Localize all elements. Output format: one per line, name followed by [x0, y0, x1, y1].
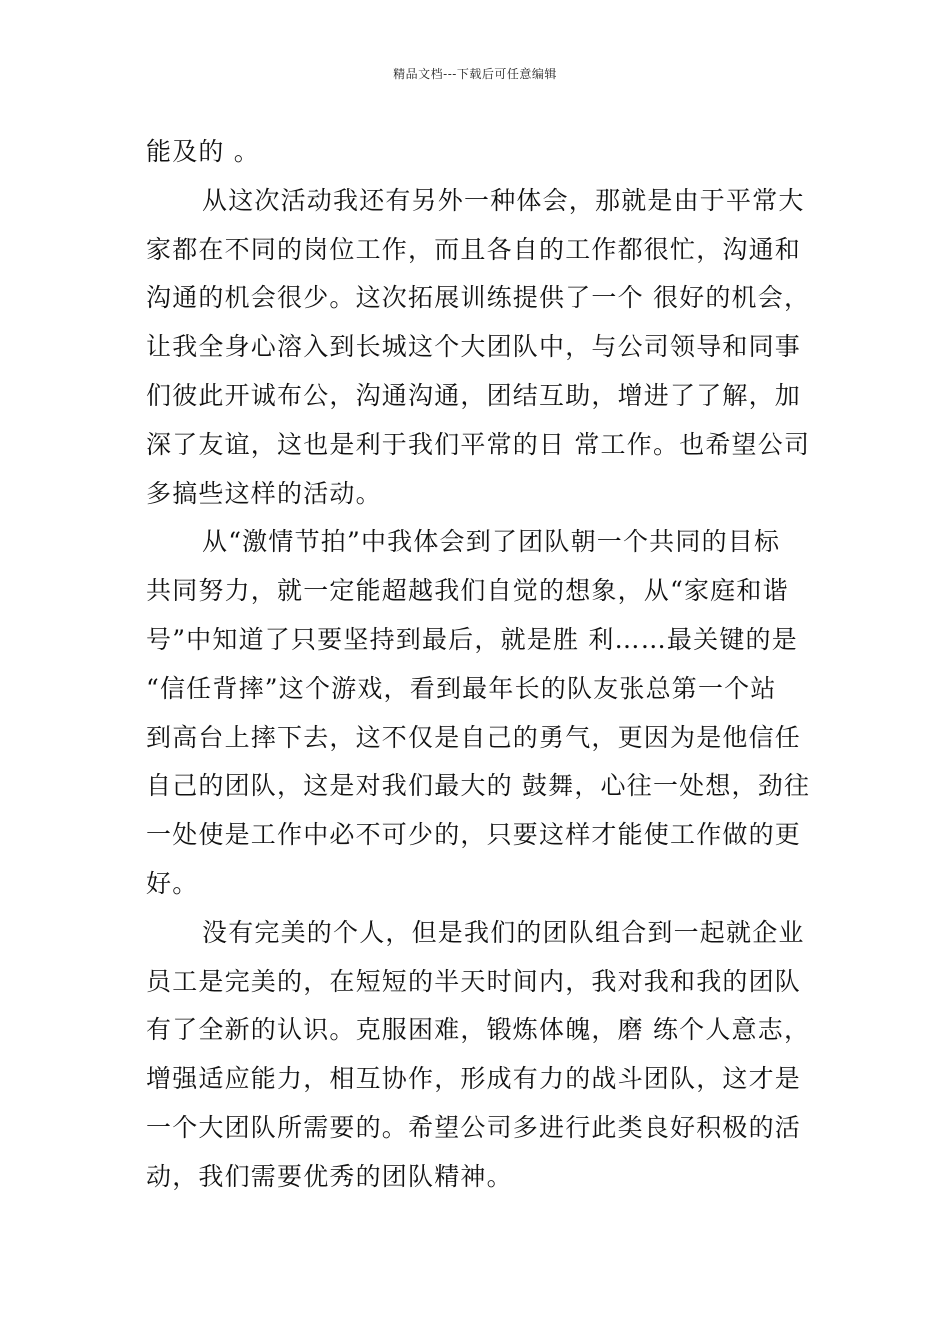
paragraph-start-line: 从“激情节拍”中我体会到了团队朝一个共同的目标 — [202, 527, 781, 557]
text-line: 好。 — [146, 868, 199, 898]
paragraph-start-line: 没有完美的个人，但是我们的团队组合到一起就企业 — [202, 917, 805, 947]
text-line: 自己的团队，这是对我们最大的 鼓舞，心往一处想，劲往 — [146, 771, 811, 801]
page-header: 精品文档---下载后可任意编辑 — [393, 67, 557, 81]
text-line: “信任背摔”这个游戏，看到最年长的队友张总第一个站 — [146, 673, 777, 703]
text-line: 增强适应能力，相互协作，形成有力的战斗团队，这才是 — [146, 1064, 802, 1094]
paragraph-start-line: 从这次活动我还有另外一种体会，那就是由于平常大 — [202, 185, 805, 215]
document-body — [146, 128, 810, 1202]
text-line: 动，我们需要优秀的团队精神。 — [146, 1161, 513, 1191]
text-line: 到高台上摔下去，这不仅是自己的勇气，更因为是他信任 — [146, 722, 802, 752]
text-line: 让我全身心溶入到长城这个大团队中，与公司领导和同事 — [146, 332, 802, 362]
text-line: 深了友谊，这也是利于我们平常的日 常工作。也希望公司 — [146, 429, 811, 459]
text-line: 沟通的机会很少。这次拓展训练提供了一个 很好的机会， — [146, 283, 811, 313]
text-line: 有了全新的认识。克服困难，锻炼体魄，磨 练个人意志， — [146, 1015, 811, 1045]
text-line: 多搞些这样的活动。 — [146, 478, 382, 508]
text-line: 们彼此开诚布公，沟通沟通，团结互助，增进了了解，加 — [146, 380, 802, 410]
text-line: 共同努力，就一定能超越我们自觉的想象，从“家庭和谐 — [146, 576, 789, 606]
text-line: 家都在不同的岗位工作，而且各自的工作都很忙，沟通和 — [146, 234, 802, 264]
text-line: 能及的 。 — [146, 137, 260, 166]
text-line: 一个大团队所需要的。希望公司多进行此类良好积极的活 — [146, 1112, 802, 1142]
text-line: 一处使是工作中必不可少的，只要这样才能使工作做的更 — [146, 820, 802, 850]
text-line: 员工是完美的，在短短的半天时间内，我对我和我的团队 — [146, 966, 802, 996]
text-line: 号”中知道了只要坚持到最后，就是胜 利……最关键的是 — [146, 624, 798, 654]
